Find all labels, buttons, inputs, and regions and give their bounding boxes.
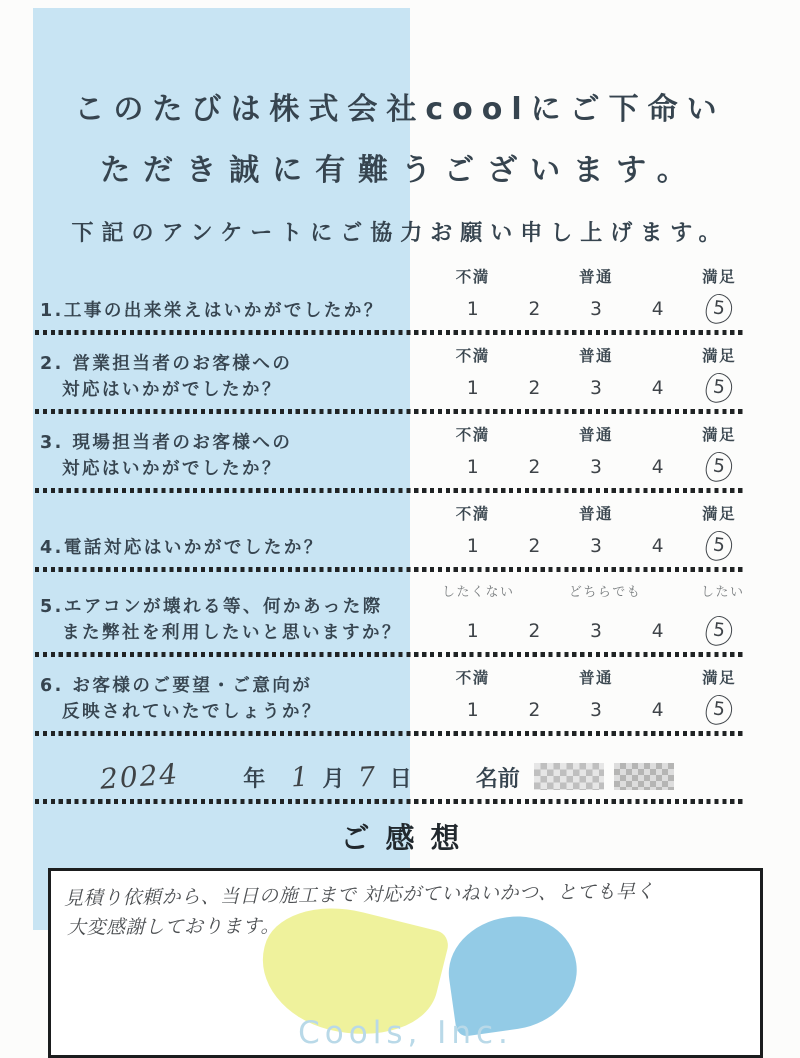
scale-numbers bbox=[442, 531, 750, 561]
rating-5-circled: 5 bbox=[704, 451, 733, 484]
scale-numbers bbox=[442, 695, 750, 725]
label-dissatisfied: 不満 bbox=[455, 426, 490, 444]
dotted-divider bbox=[35, 799, 745, 804]
rating-5-circled: 5 bbox=[704, 293, 733, 326]
label-neutral: 普通 bbox=[578, 268, 613, 286]
rating-2: 2 bbox=[528, 377, 541, 399]
label-dissatisfied: 不満 bbox=[455, 268, 490, 286]
question-line2: 反映されていたでしょうか？ bbox=[62, 701, 322, 722]
question-line1: 1.工事の出来栄えはいかがでしたか？ bbox=[40, 300, 384, 321]
label-satisfied: 満足 bbox=[702, 268, 737, 286]
rating-1: 1 bbox=[466, 377, 479, 399]
question-text bbox=[40, 673, 442, 726]
scale-labels bbox=[442, 265, 750, 287]
question-text bbox=[40, 594, 442, 647]
scale-numbers bbox=[442, 452, 750, 482]
rating-5-circled: 5 bbox=[704, 530, 733, 563]
rating-scale bbox=[442, 502, 750, 561]
question-5 bbox=[0, 581, 800, 657]
rating-2: 2 bbox=[528, 456, 541, 478]
date-name-row bbox=[0, 757, 800, 796]
scale-numbers bbox=[442, 616, 750, 646]
rating-1: 1 bbox=[466, 456, 479, 478]
scale-numbers bbox=[442, 373, 750, 403]
company-brand-text: Cools, Inc. bbox=[298, 1015, 513, 1051]
question-1 bbox=[0, 265, 800, 335]
rating-scale bbox=[442, 423, 750, 482]
label-neutral: 普通 bbox=[578, 505, 613, 523]
rating-4: 4 bbox=[651, 456, 664, 478]
dotted-divider bbox=[35, 652, 745, 657]
rating-3: 3 bbox=[590, 535, 602, 557]
rating-2: 2 bbox=[528, 535, 541, 557]
rating-4: 4 bbox=[651, 377, 664, 399]
rating-4: 4 bbox=[651, 298, 664, 320]
rating-2: 2 bbox=[528, 298, 541, 320]
day-unit: 日 bbox=[389, 767, 412, 792]
label-satisfied: 満足 bbox=[702, 347, 737, 365]
label-neutral: 普通 bbox=[578, 347, 613, 365]
label-neutral: 普通 bbox=[578, 669, 613, 687]
label-dissatisfied: 不満 bbox=[455, 347, 490, 365]
question-4 bbox=[0, 502, 800, 572]
question-line1: 6. お客様のご要望・ご意向が bbox=[40, 675, 313, 696]
scale-labels bbox=[442, 423, 750, 445]
year-unit: 年 bbox=[243, 767, 266, 792]
rating-5-circled: 5 bbox=[704, 694, 733, 727]
question-text bbox=[40, 351, 442, 404]
label-dissatisfied: 不満 bbox=[455, 505, 490, 523]
handwritten-comment-line2: 大変感謝しております。 bbox=[66, 915, 281, 939]
dotted-divider bbox=[35, 567, 745, 572]
dotted-divider bbox=[35, 409, 745, 414]
question-list bbox=[0, 265, 800, 736]
rating-4: 4 bbox=[651, 620, 664, 642]
rating-5-circled: 5 bbox=[704, 372, 733, 405]
label-not-want: したくない bbox=[442, 585, 515, 600]
question-2 bbox=[0, 344, 800, 414]
comment-box bbox=[48, 868, 763, 1058]
question-3 bbox=[0, 423, 800, 493]
redacted-name-block-2 bbox=[614, 763, 674, 790]
handwritten-month: 1 bbox=[290, 761, 310, 794]
rating-scale bbox=[442, 581, 750, 646]
header-line2: ただき誠に有難うございます。 bbox=[100, 153, 700, 188]
rating-1: 1 bbox=[466, 620, 479, 642]
name-label: 名前 bbox=[475, 767, 520, 792]
rating-3: 3 bbox=[590, 456, 602, 478]
dotted-divider bbox=[35, 488, 745, 493]
label-either: どちらでも bbox=[568, 585, 642, 600]
label-satisfied: 満足 bbox=[702, 669, 737, 687]
rating-2: 2 bbox=[528, 620, 541, 642]
redacted-name-block-1 bbox=[534, 763, 604, 790]
rating-5-circled: 5 bbox=[704, 615, 733, 648]
label-dissatisfied: 不満 bbox=[455, 669, 490, 687]
question-line1: 2. 営業担当者のお客様への bbox=[40, 353, 293, 374]
rating-1: 1 bbox=[466, 298, 479, 320]
question-line1: 5.エアコンが壊れる等、何かあった際 bbox=[40, 596, 383, 617]
scale-labels bbox=[442, 502, 750, 524]
scale-labels bbox=[442, 581, 750, 600]
scale-labels bbox=[442, 344, 750, 366]
dotted-divider bbox=[35, 330, 745, 335]
question-line1: 4.電話対応はいかがでしたか？ bbox=[40, 537, 324, 558]
question-text bbox=[40, 535, 442, 561]
handwritten-year: 2024 bbox=[98, 757, 181, 796]
question-6 bbox=[0, 666, 800, 736]
label-satisfied: 満足 bbox=[702, 426, 737, 444]
question-line2: 対応はいかがでしたか？ bbox=[62, 458, 282, 479]
rating-3: 3 bbox=[590, 699, 602, 721]
label-want: したい bbox=[701, 585, 745, 600]
handwritten-day: 7 bbox=[357, 761, 377, 794]
question-text bbox=[40, 298, 442, 324]
scale-numbers bbox=[442, 294, 750, 324]
question-line2: また弊社を利用したいと思いますか？ bbox=[62, 622, 402, 643]
scale-labels bbox=[442, 666, 750, 688]
rating-2: 2 bbox=[528, 699, 541, 721]
label-neutral: 普通 bbox=[578, 426, 613, 444]
rating-scale bbox=[442, 344, 750, 403]
comments-section-title: ご感想 bbox=[340, 821, 476, 855]
rating-4: 4 bbox=[651, 535, 664, 557]
rating-1: 1 bbox=[466, 699, 479, 721]
header-line1: このたびは株式会社coolにご下命い bbox=[74, 92, 726, 127]
rating-3: 3 bbox=[590, 377, 602, 399]
rating-3: 3 bbox=[590, 620, 602, 642]
header-subtitle: 下記のアンケートにご協力お願い申し上げます。 bbox=[71, 221, 729, 246]
month-unit: 月 bbox=[322, 767, 345, 792]
rating-1: 1 bbox=[466, 535, 479, 557]
question-line2: 対応はいかがでしたか？ bbox=[62, 379, 282, 400]
question-text bbox=[40, 430, 442, 483]
dotted-divider bbox=[35, 731, 745, 736]
rating-scale bbox=[442, 666, 750, 725]
rating-3: 3 bbox=[590, 298, 602, 320]
rating-4: 4 bbox=[651, 699, 664, 721]
label-satisfied: 満足 bbox=[702, 505, 737, 523]
rating-scale bbox=[442, 265, 750, 324]
handwritten-comment-line1: 見積り依頼から、当日の施工まで 対応がていねいかつ、とても早く bbox=[63, 880, 655, 910]
question-line1: 3. 現場担当者のお客様への bbox=[40, 432, 293, 453]
